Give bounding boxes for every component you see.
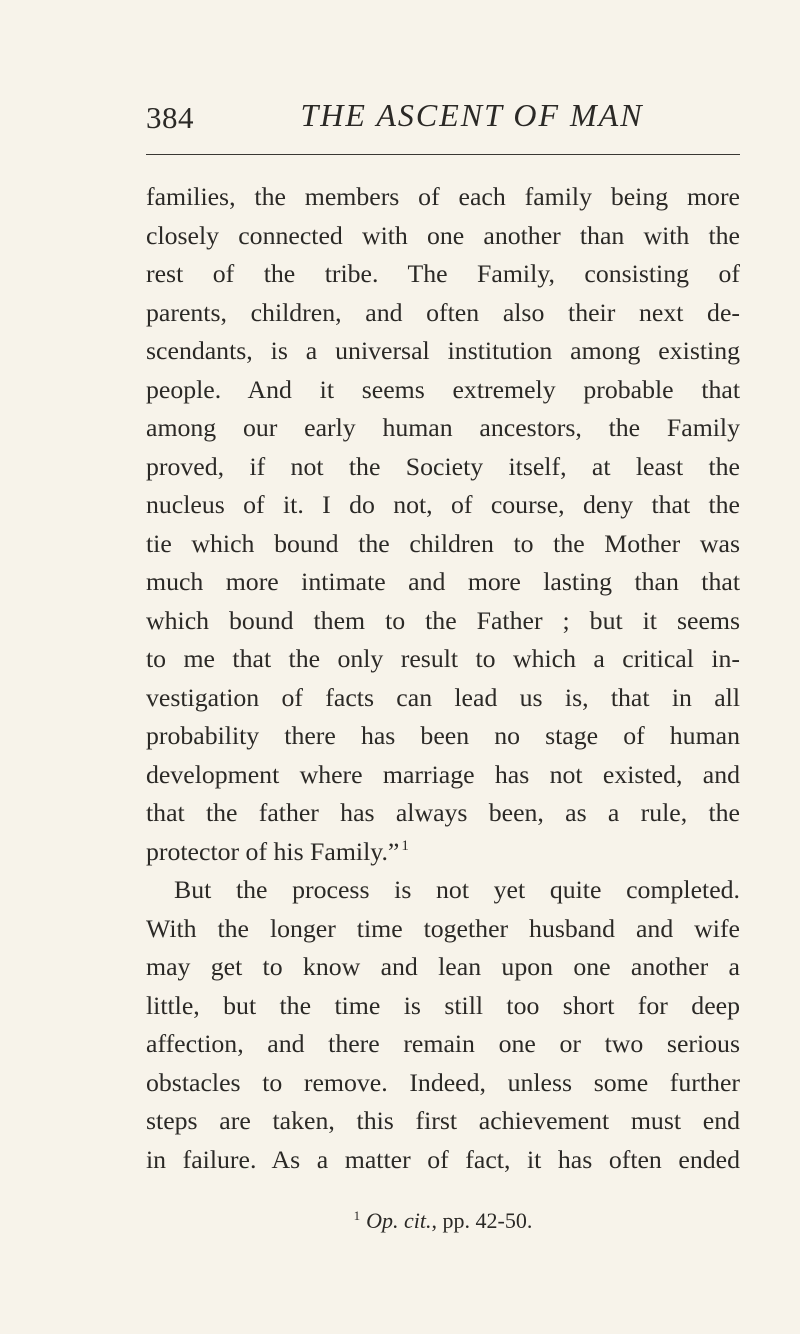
text-line: which bound them to the Father ; but it seems <box>146 605 740 635</box>
text-line: parents, children, and often also their next de- <box>146 297 740 327</box>
text-line: vestigation of facts can lead us is, that in all <box>146 682 740 712</box>
text-line-paragraph-start: But the process is not yet quite completed. <box>174 875 740 904</box>
text-line: steps are taken, this first achievement must end <box>146 1106 740 1135</box>
footnote-pages: , pp. 42-50. <box>431 1208 533 1233</box>
body-text <box>146 178 740 1179</box>
text-line: little, but the time is still too short for deep <box>146 990 740 1020</box>
text-line-paragraph-end <box>146 833 740 872</box>
text-line: among our early human ancestors, the Family <box>146 413 740 442</box>
text-line: rest of the tribe. The Family, consisting of <box>146 259 740 288</box>
text-line: nucleus of it. I do not, of course, deny that the <box>146 490 740 519</box>
text-line: families, the members of each family being more <box>146 182 740 211</box>
text-line: in failure. As a matter of fact, it has often ended <box>146 1144 740 1174</box>
header-rule <box>146 154 740 155</box>
text-line: scendants, is a universal institution among existing <box>146 336 740 365</box>
text-line: closely connected with one another than with the <box>146 220 740 250</box>
text-line: obstacles to remove. Indeed, unless some further <box>146 1067 740 1097</box>
text-line: that the father has always been, as a rule, the <box>146 798 740 827</box>
text-line-content: protector of his Family.” <box>146 836 400 866</box>
text-line: With the longer time together husband and wife <box>146 913 740 943</box>
text-line: much more intimate and more lasting than that <box>146 567 740 596</box>
page-header <box>146 84 740 156</box>
running-title: THE ASCENT OF MAN <box>300 97 644 133</box>
text-line: affection, and there remain one or two serious <box>146 1029 740 1058</box>
footnote-citation: Op. cit. <box>366 1208 432 1233</box>
text-line: to me that the only result to which a critical in- <box>146 644 740 673</box>
text-line: may get to know and lean upon one another a <box>146 952 740 981</box>
text-line: development where marriage has not existed, and <box>146 759 740 789</box>
text-line: people. And it seems extremely probable that <box>146 374 740 404</box>
text-line: proved, if not the Society itself, at least the <box>146 451 740 481</box>
footnote-reference: 1 <box>401 837 409 854</box>
text-line: tie which bound the children to the Mother was <box>146 528 740 558</box>
footnote <box>146 1202 740 1235</box>
page-number: 384 <box>146 100 194 135</box>
text-line: probability there has been no stage of human <box>146 721 740 750</box>
footnote-marker: 1 <box>353 1208 361 1223</box>
